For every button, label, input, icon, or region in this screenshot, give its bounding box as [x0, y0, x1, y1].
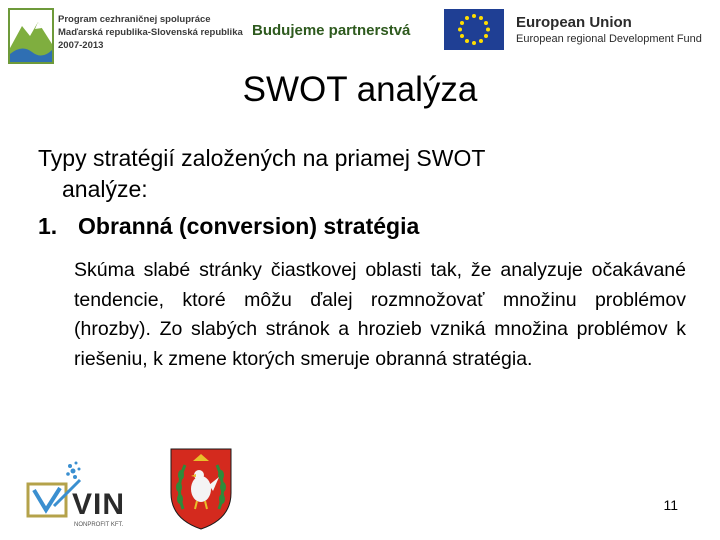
coat-of-arms-icon: [163, 443, 239, 531]
slide-title: SWOT analýza: [242, 70, 478, 109]
eu-subtitle: European regional Development Fund: [516, 33, 702, 45]
intro-line-2: analýze:: [62, 176, 148, 202]
strategy-heading: [38, 213, 419, 240]
vin-logo-text: VIN: [72, 488, 126, 521]
eu-title: European Union: [516, 14, 632, 31]
program-logo-line3: 2007-2013: [58, 40, 104, 51]
program-logo-line2: Maďarská republika-Slovenská republika: [58, 27, 243, 38]
intro-line-1: Typy stratégií založených na priamej SWOT: [38, 145, 486, 171]
mountain-river-icon: [8, 8, 54, 64]
vin-logo: [24, 460, 144, 535]
strategy-description: Skúma slabé stránky čiastkovej oblasti tak, že analyzuje očakávané tendencie, ktoré môžu ďalej rozmnožovať množinu problémov (hrozby). Zo slabých stránok a hrozieb vzniká množina problémov k riešeniu, k zmene ktorých smeruje obranná stratégia.: [74, 259, 686, 370]
page-number: 11: [663, 497, 678, 513]
eu-flag-icon: [444, 9, 504, 50]
program-logo-line1: Program cezhraničnej spolupráce: [58, 14, 211, 25]
vin-tagline: NONPROFIT KFT.: [74, 522, 124, 528]
heading-text: Obranná (conversion) stratégia: [78, 213, 420, 239]
heading-number: 1.: [38, 213, 58, 239]
program-logo: [8, 6, 248, 66]
slogan: Budujeme partnerstvá: [252, 22, 411, 39]
